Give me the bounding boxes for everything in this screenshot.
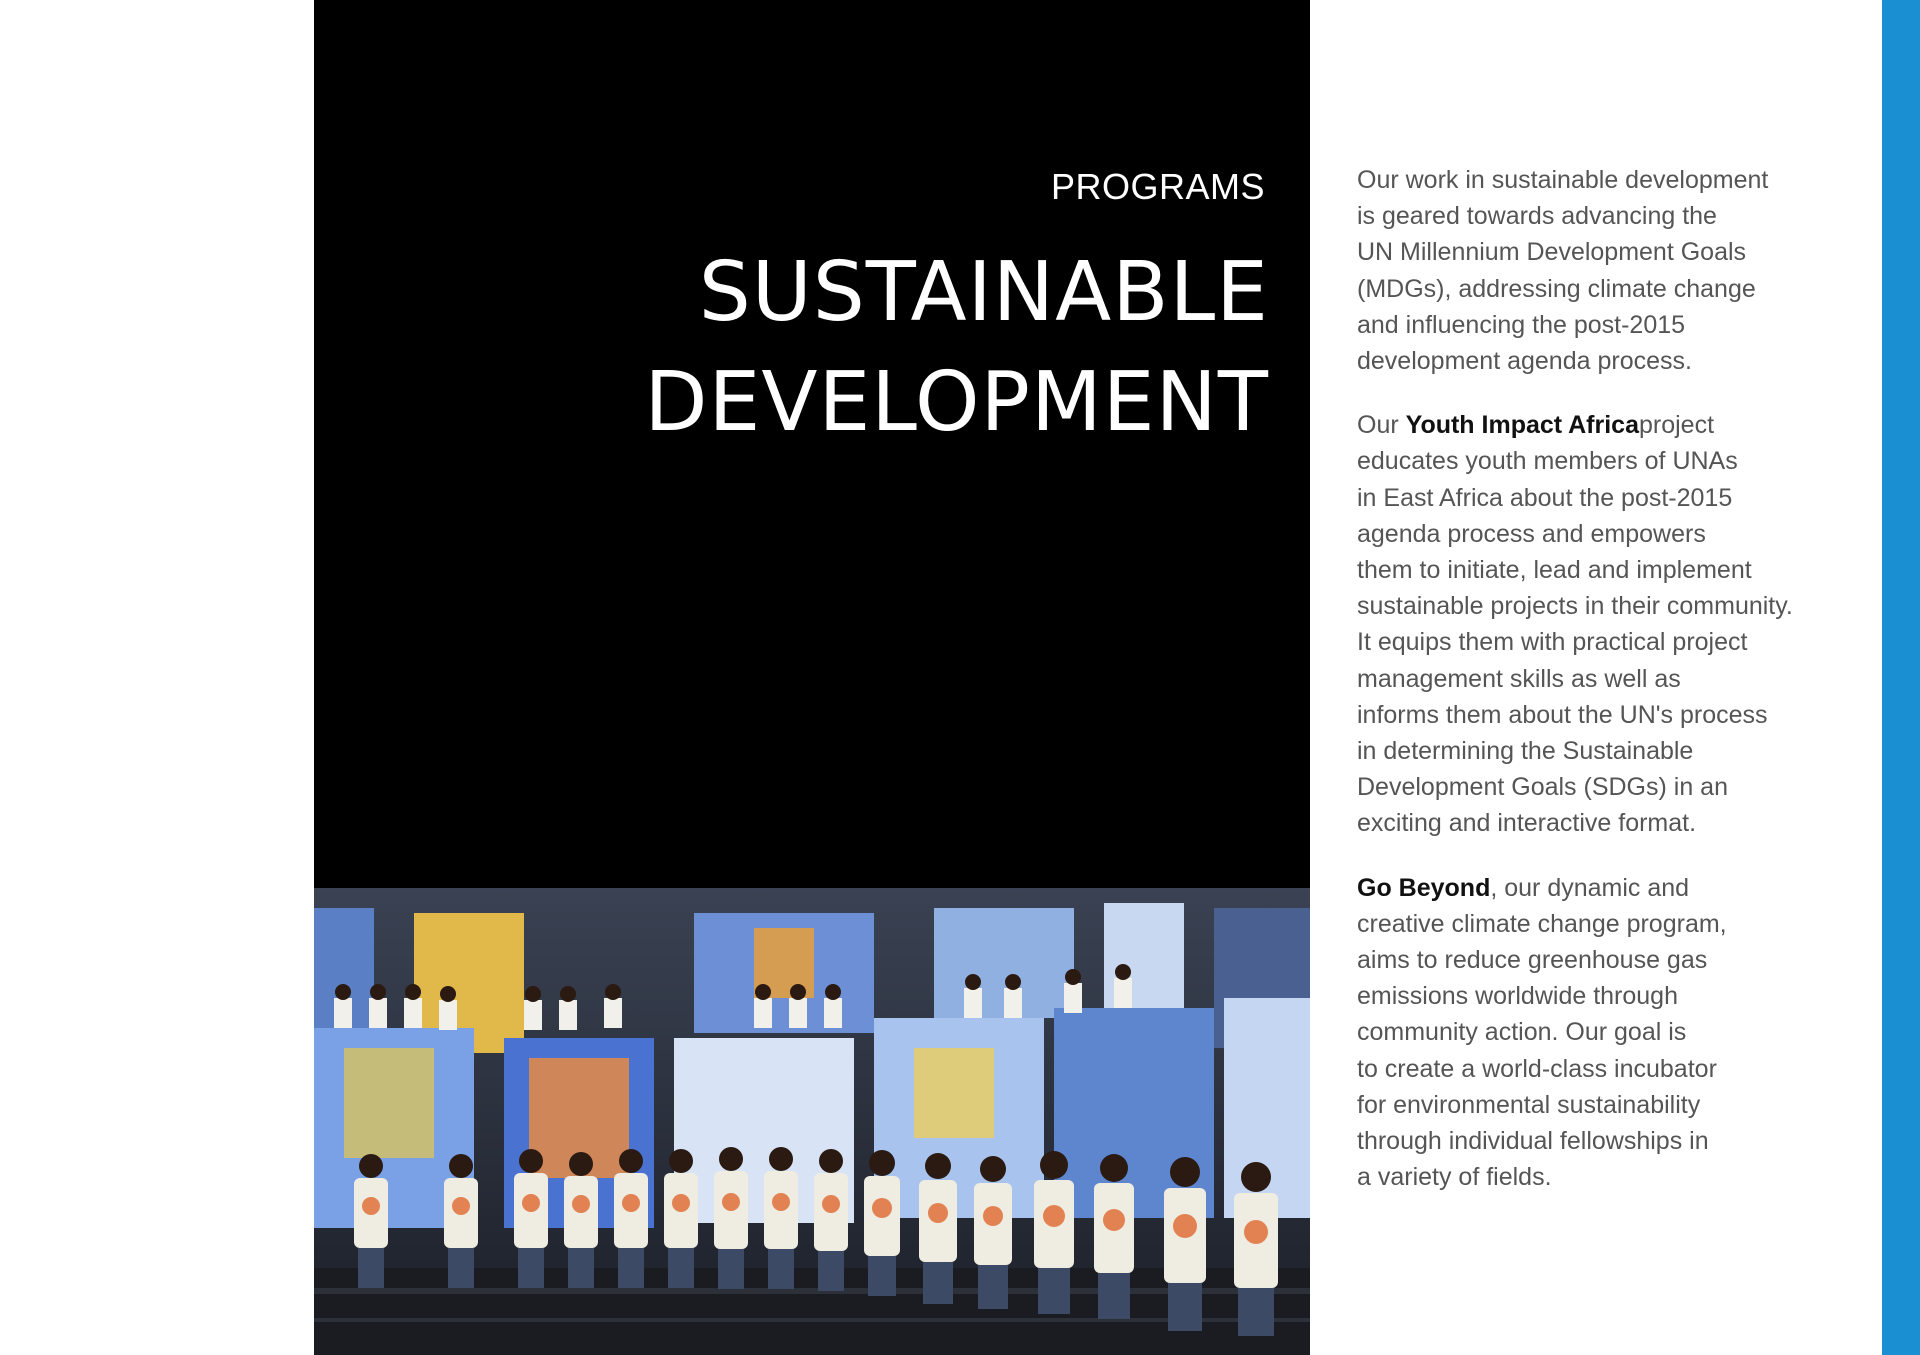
accent-stripe — [1882, 0, 1920, 1355]
go-beyond-text: , our dynamic and creative climate change program, aims to reduce greenhouse gas emissions worldwide through community action. Our goal is to create a world-class incubator for environmental sustainability through individual fellowships in a variety of fields. — [1357, 873, 1727, 1192]
body-text-column — [1357, 162, 1827, 1223]
go-beyond-name: Go Beyond — [1357, 873, 1491, 902]
youth-impact-paragraph — [1357, 407, 1827, 841]
children-choir-photo — [314, 888, 1310, 1355]
title-line-1: SUSTAINABLE — [698, 245, 1269, 340]
section-kicker: PROGRAMS — [1050, 166, 1265, 207]
page-title — [644, 238, 1269, 458]
go-beyond-paragraph — [1357, 870, 1827, 1196]
youth-impact-lead: Our — [1357, 411, 1406, 440]
intro-paragraph: Our work in sustainable development is geared towards advancing the UN Millennium Development Goals (MDGs), addressing climate change and influencing the post-2015 development agenda process. — [1357, 166, 1769, 376]
youth-impact-africa-name: Youth Impact Africa — [1405, 411, 1639, 440]
title-line-2: DEVELOPMENT — [644, 355, 1269, 450]
youth-impact-text: project educates youth members of UNAs in East Africa about the post-2015 agenda process and empowers them to initiate, lead and implement sustainable projects in their community. It equips them with practical project management skills as well as informs them about the UN's process in determining the Sustainable Development Goals (SDGs) in an exciting and interactive format. — [1357, 411, 1793, 838]
